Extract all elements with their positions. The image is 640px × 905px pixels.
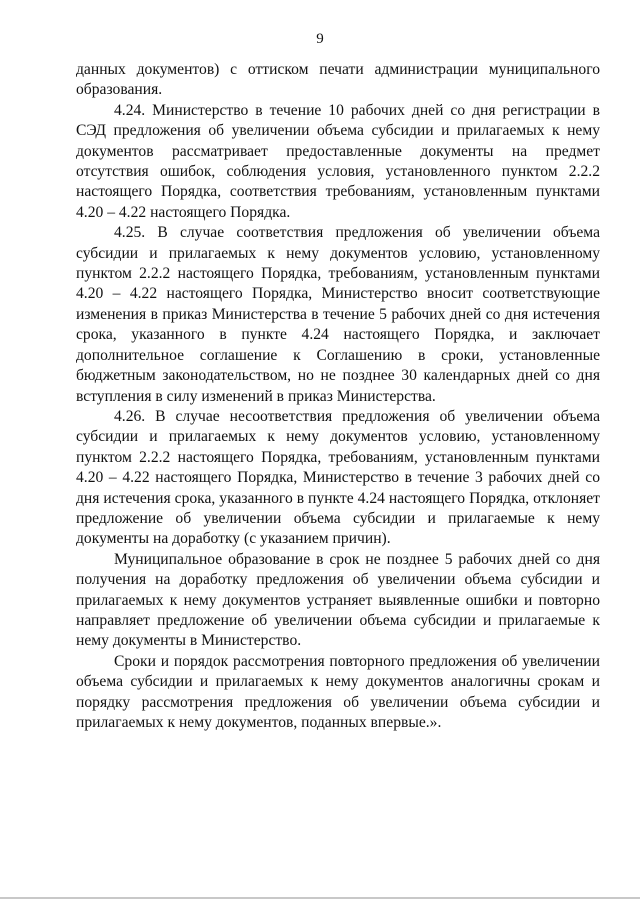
paragraph-continuation: данных документов) с оттиском печати администрации муниципального образования.: [76, 61, 600, 99]
scan-edge-line: [0, 897, 640, 899]
paragraph-repeat-review: Сроки и порядок рассмотрения повторного предложения об увеличении объема субсидии и прилагаемых к нему документов аналогичны срокам и порядку рассмотрения предложения об увеличении объема субсидии и прилагаемых к нему документов, поданных впервые.».: [76, 652, 600, 731]
document-body: [76, 60, 600, 733]
paragraph-rework: Муниципальное образование в срок не позднее 5 рабочих дней со дня получения на доработку предложения об увеличении объема субсидии и прилагаемых к нему документов устраняет выявленные ошибки и повторно направляет предложение об увеличении объема субсидии и прилагаемые к нему документы в Министерство.: [76, 550, 600, 650]
paragraph-4-26: 4.26. В случае несоответствия предложения об увеличении объема субсидии и прилагаемых к нему документов условию, установленному пунктом 2.2.2 настоящего Порядка, требованиям, установленным пунктами 4.20 – 4.22 настоящего Порядка, Министерство в течение 3 рабочих дней со дня истечения срока, указанного в пункте 4.24 настоящего Порядка, отклоняет предложение об увеличении объема субсидии и прилагаемые к нему документы на доработку (с указанием причин).: [76, 407, 600, 548]
paragraph-4-25: 4.25. В случае соответствия предложения об увеличении объема субсидии и прилагаемых к нему документов условию, установленному пунктом 2.2.2 настоящего Порядка, требованиям, установленным пунктами 4.20 – 4.22 настоящего Порядка, Министерство вносит соответствующие изменения в приказ Министерства в течение 5 рабочих дней со дня истечения срока, указанного в пункте 4.24 настоящего Порядка, и заключает дополнительное соглашение к Соглашению в сроки, установленные бюджетным законодательством, но не позднее 30 календарных дней со дня вступления в силу изменений в приказ Министерства.: [76, 224, 600, 405]
paragraph-4-24: 4.24. Министерство в течение 10 рабочих дней со дня регистрации в СЭД предложения об увеличении объема субсидии и прилагаемых к нему документов рассматривает предоставленные документы на предмет отсутствия ошибок, соблюдения условия, установленного пунктом 2.2.2 настоящего Порядка, соответствия требованиям, установленным пунктами 4.20 – 4.22 настоящего Порядка.: [76, 101, 600, 221]
page-number: 9: [316, 31, 324, 47]
